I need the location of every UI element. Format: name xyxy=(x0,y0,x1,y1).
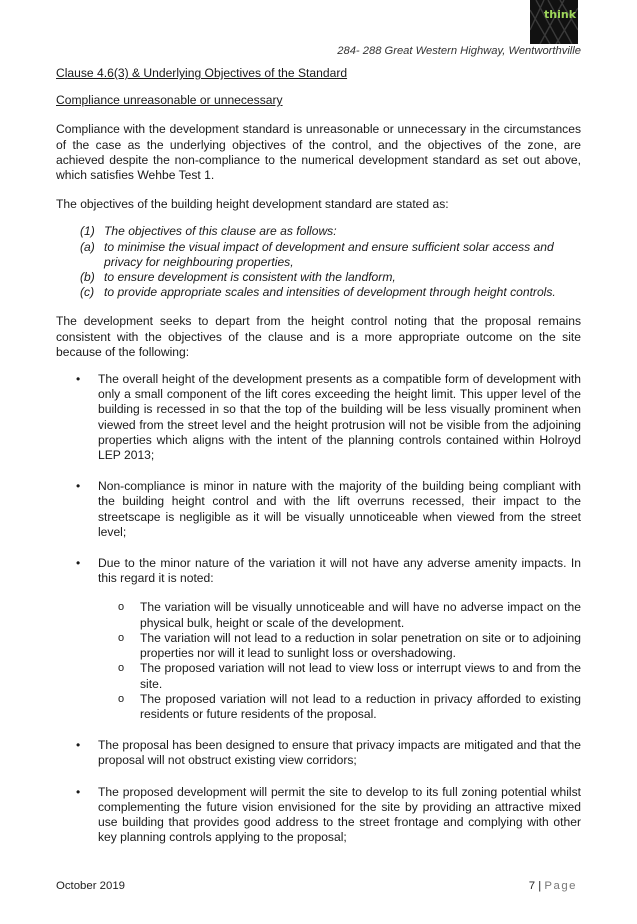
list-item-text: Non-compliance is minor in nature with the majority of the building being compliant with the building height control and with the lift overruns recessed, their impact to the streetscape is negligible as it will be visually unnoticeable when viewed from the street level; xyxy=(98,479,581,539)
objective-text: The objectives of this clause are as follows: xyxy=(104,224,337,239)
section-subheading: Compliance unreasonable or unnecessary xyxy=(56,93,283,108)
sub-list-item-text: The variation will be visually unnoticeable and will have no adverse impact on the physical bulk, height or scale of the development. xyxy=(140,600,581,630)
sub-bullet-marker: o xyxy=(118,692,125,705)
list-item-body xyxy=(98,556,581,722)
list-item xyxy=(56,785,581,846)
objective-marker: (b) xyxy=(80,270,95,285)
header-address: 284- 288 Great Western Highway, Wentworthville xyxy=(337,45,581,57)
objective-marker: (1) xyxy=(80,224,95,239)
bullet-marker: • xyxy=(76,556,81,571)
sub-bullet-marker: o xyxy=(118,601,125,614)
objective-item xyxy=(80,270,581,285)
list-item xyxy=(56,479,581,540)
bullet-marker: • xyxy=(76,372,81,387)
objective-marker: (a) xyxy=(80,239,95,254)
sub-list-item xyxy=(98,600,581,630)
list-item-text: The proposal has been designed to ensure that privacy impacts are mitigated and that the proposal will not obstruct existing view corridors; xyxy=(98,738,581,768)
company-logo xyxy=(530,0,578,44)
sub-bullet-marker: o xyxy=(118,631,125,644)
logo-graphic xyxy=(530,0,578,44)
reasons-list xyxy=(56,372,581,845)
list-item-text: Due to the minor nature of the variation it will not have any adverse amenity impacts. In this regard it is noted: xyxy=(98,556,581,586)
document-body xyxy=(56,66,581,861)
objective-text: to provide appropriate scales and intensities of development through height controls. xyxy=(104,285,556,300)
logo-wordmark: think xyxy=(544,8,577,21)
objective-text: to minimise the visual impact of development and ensure sufficient solar access and privacy for neighbouring properties, xyxy=(104,239,554,269)
objective-item xyxy=(80,240,581,270)
list-item-text: The proposed development will permit the site to develop to its full zoning potential whilst complementing the future vision envisioned for the site by providing an attractive mixed use building that provides good address to the street frontage and complying with other key planning controls applying to the proposal; xyxy=(98,784,581,845)
objective-item xyxy=(80,285,581,300)
sub-list-item xyxy=(98,661,581,691)
page-number: 7 xyxy=(528,880,536,892)
list-item-text: The overall height of the development presents as a compatible form of development with only a small component of the lift cores exceeding the height limit. This upper level of the building is recessed in so that the top of the building will be less visually prominent when viewed from the street level and the height protrusion will not be visible from the adjoining properties which aligns with the intent of the planning controls contained within Holroyd LEP 2013; xyxy=(98,372,581,463)
sub-list-item-text: The variation will not lead to a reduction in solar penetration on site or to adjoining properties nor will it lead to sunlight loss or overshadowing. xyxy=(140,630,581,661)
bullet-marker: • xyxy=(76,738,81,753)
list-item xyxy=(56,738,581,768)
footer-date: October 2019 xyxy=(56,880,126,892)
page-label: Page xyxy=(544,880,577,892)
paragraph: The objectives of the building height development standard are stated as: xyxy=(56,197,449,212)
page-separator: | xyxy=(538,880,542,892)
section-heading: Clause 4.6(3) & Underlying Objectives of the Standard xyxy=(56,66,348,80)
sub-list-item-text: The proposed variation will not lead to view loss or interrupt views to and from the site. xyxy=(140,661,581,691)
paragraph: Compliance with the development standard is unreasonable or unnecessary in the circumstances of the case as the underlying objectives of the control, and the objectives of the zone, are achieved despite the non-compliance to the numerical development standard as set out above, which satisfies Wehbe Test 1. xyxy=(56,122,581,183)
objective-text: to ensure development is consistent with the landform, xyxy=(104,270,396,285)
bullet-marker: • xyxy=(76,784,81,799)
sub-list xyxy=(98,600,581,722)
sub-list-item xyxy=(98,692,581,722)
sub-list-item xyxy=(98,631,581,661)
objectives-list xyxy=(80,224,581,300)
bullet-marker: • xyxy=(76,479,81,494)
objective-marker: (c) xyxy=(80,285,95,300)
footer-page-number xyxy=(529,880,577,892)
paragraph: The development seeks to depart from the height control noting that the proposal remains consistent with the objectives of the clause and is a more appropriate outcome on the site because of the following: xyxy=(56,314,581,359)
sub-list-item-text: The proposed variation will not lead to a reduction in privacy afforded to existing residents or future residents of the proposal. xyxy=(140,691,581,721)
list-item xyxy=(56,372,581,463)
sub-bullet-marker: o xyxy=(118,662,125,675)
list-item xyxy=(56,556,581,722)
objective-item xyxy=(80,224,581,239)
